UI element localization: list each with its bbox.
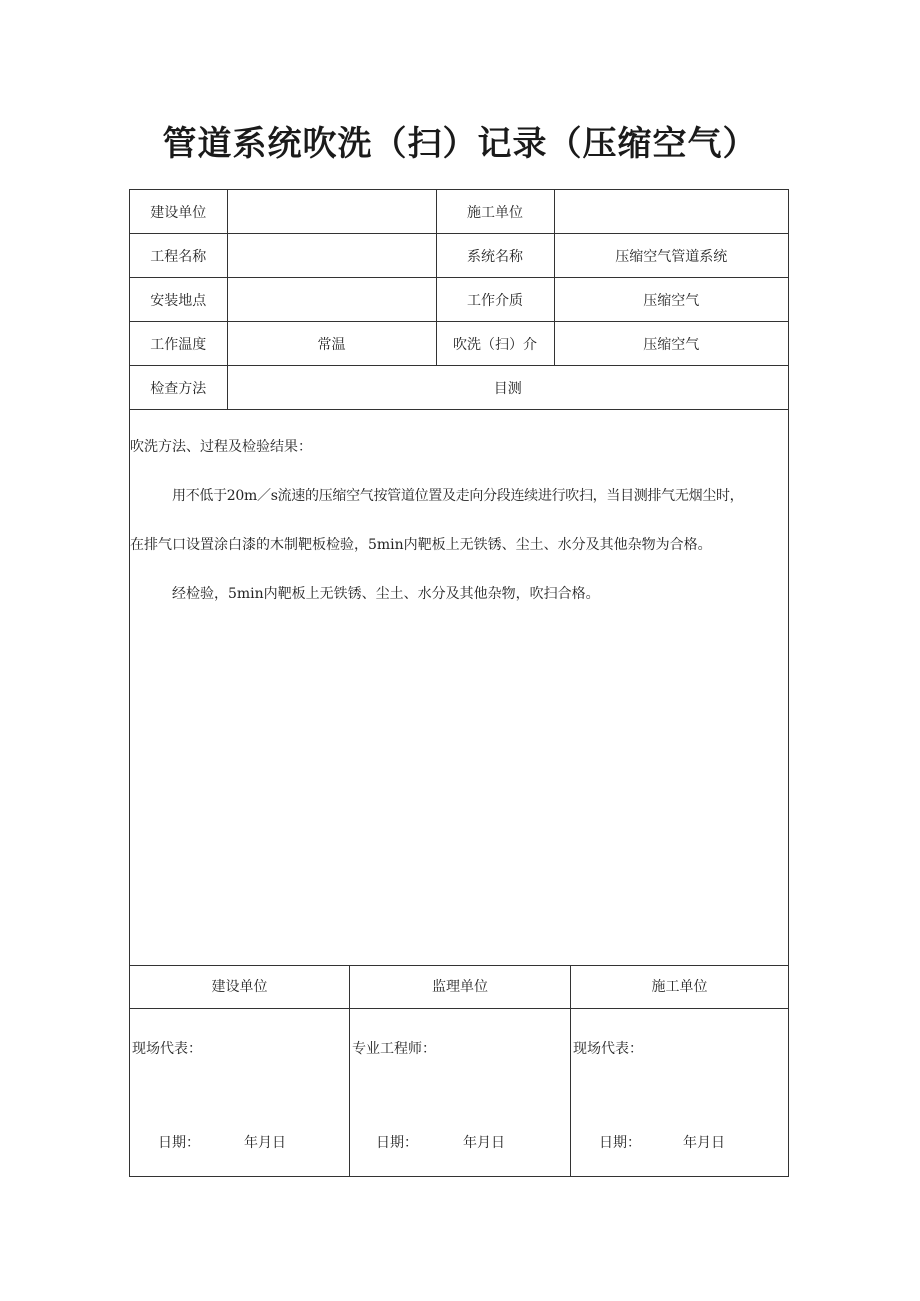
- label-working-temperature: 工作温度: [130, 322, 227, 366]
- table-row: [130, 322, 788, 366]
- purge-results-section: [130, 409, 788, 965]
- signature-column-supervisor: [350, 966, 571, 1177]
- supervisor-date-label: 日期：: [376, 1135, 418, 1151]
- value-contractor-unit: [554, 190, 788, 234]
- owner-date-label: 日期：: [158, 1135, 200, 1151]
- signature-area: [130, 965, 788, 1177]
- results-heading: 吹洗方法、过程及检验结果：: [130, 439, 312, 455]
- table-row: [130, 278, 788, 322]
- owner-date-value: 年月日: [244, 1135, 286, 1151]
- contractor-date-value: 年月日: [683, 1135, 725, 1151]
- label-contractor-unit: 施工单位: [436, 190, 554, 234]
- contractor-representative-label: 现场代表：: [573, 1041, 643, 1057]
- label-working-medium: 工作介质: [436, 278, 554, 322]
- owner-representative-label: 现场代表：: [132, 1041, 202, 1057]
- page-title: 管道系统吹洗（扫）记录（压缩空气）: [162, 124, 758, 164]
- label-install-location: 安装地点: [130, 278, 227, 322]
- table-row: [130, 190, 788, 234]
- supervisor-engineer-label: 专业工程师：: [352, 1041, 436, 1057]
- result-paragraph: 经检验，5min内靶板上无铁锈、尘土、水分及其他杂物，吹扫合格。: [172, 586, 600, 602]
- value-inspection-method: 目测: [227, 366, 788, 410]
- method-paragraph-line-1: 用不低于20m／s流速的压缩空气按管道位置及走向分段连续进行吹扫，当目测排气无烟尘时，: [172, 488, 744, 504]
- signature-head-owner: 建设单位: [130, 966, 349, 1009]
- contractor-date-label: 日期：: [599, 1135, 641, 1151]
- label-construction-unit: 建设单位: [130, 190, 227, 234]
- table-row: [130, 366, 788, 410]
- value-working-medium: 压缩空气: [554, 278, 788, 322]
- signature-head-contractor: 施工单位: [571, 966, 788, 1009]
- label-system-name: 系统名称: [436, 234, 554, 278]
- method-paragraph-line-2: 在排气口设置涂白漆的木制靶板检验，5min内靶板上无铁锈、尘土、水分及其他杂物为合格。: [130, 537, 712, 553]
- label-inspection-method: 检查方法: [130, 366, 227, 410]
- record-form: [129, 189, 789, 1177]
- value-install-location: [227, 278, 436, 322]
- table-row: [130, 234, 788, 278]
- signature-column-owner: [130, 966, 350, 1177]
- value-project-name: [227, 234, 436, 278]
- signature-head-supervisor: 监理单位: [350, 966, 570, 1009]
- label-purge-medium: 吹洗（扫）介: [436, 322, 554, 366]
- value-working-temperature: 常温: [227, 322, 436, 366]
- value-system-name: 压缩空气管道系统: [554, 234, 788, 278]
- value-construction-unit: [227, 190, 436, 234]
- label-project-name: 工程名称: [130, 234, 227, 278]
- signature-column-contractor: [571, 966, 788, 1177]
- supervisor-date-value: 年月日: [463, 1135, 505, 1151]
- value-purge-medium: 压缩空气: [554, 322, 788, 366]
- info-table: [130, 190, 788, 410]
